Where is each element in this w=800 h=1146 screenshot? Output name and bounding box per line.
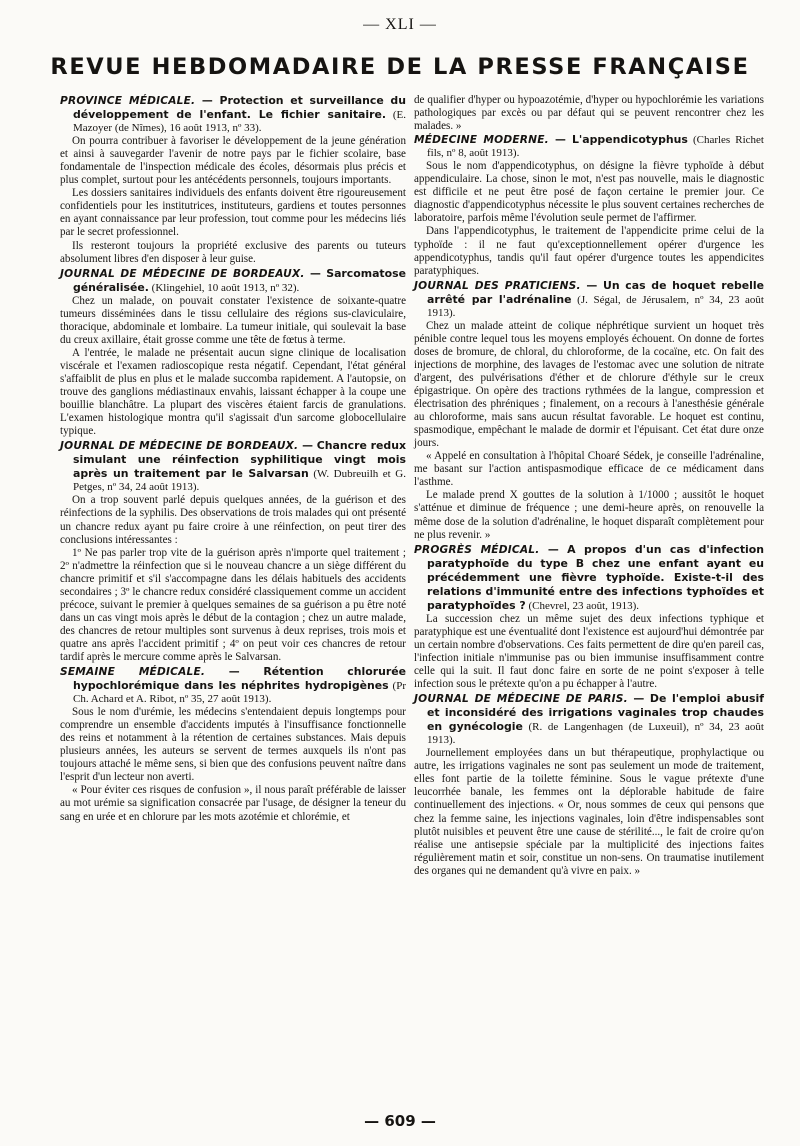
paragraph: Les dossiers sanitaires individuels des enfants doivent être rigoureusement confidentiels pour les institutrices, instituteurs, gardiens et toutes personnes en ayant connaissance par leur profession, tout comme pour les médecins liés par le secret professionnel. bbox=[60, 187, 406, 239]
article bbox=[60, 267, 406, 439]
article-title: — A propos d'un cas d'infection paratyphoïde du type B chez une enfant ayant eu précédemment une fièvre typhoïde. Existe-t-il des relations d'immunité entre des infections typhoïdes et paratyphoïdes ? bbox=[427, 542, 764, 612]
right-column bbox=[414, 94, 764, 879]
page-number: — 609 — bbox=[364, 1112, 436, 1130]
paragraph: Sous le nom d'appendicotyphus, on désigne la fièvre typhoïde à début appendiculaire. La chose, sinon le mot, n'est pas nouvelle, mais le diagnostic est difficile et ne peut être posé de façon certaine le premier jour. Ce diagnostic d'appendicotyphus nécessite le plus souvent certaines recherches de laboratoire, parfois même l'évolution seule permet de l'affirmer. bbox=[414, 160, 764, 225]
journal-name: PROVINCE MÉDICALE. bbox=[60, 95, 196, 107]
left-column bbox=[60, 94, 406, 825]
journal-name: MÉDECINE MODERNE. bbox=[414, 134, 549, 147]
roman-page-number: — XLI — bbox=[363, 16, 437, 33]
article-title: — Sarcomatose généralisée. bbox=[73, 266, 406, 294]
paragraph: Chez un malade atteint de colique néphrétique survient un hoquet très pénible contre lequel tous les moyens employés échouent. On donne de fortes doses de bromure, de chloral, du chloroforme, de la cocaïne, etc. On fait des injections de morphine, des lavages de l'estomac avec une solution de nitrate d'argent, des pulvérisations d'éther et de chlorure d'éthyle sur le creux épigastrique. On opère des tractions rythmées de la langue, compression et électrisation des phréniques ; finalement, on a recours à l'anesthésie générale au chloroforme, mais sans aucun résultat favorable. Le hoquet est continu, spasmodique, empêchant le malade de dormir et l'épuisant. Cet état dure onze jours. bbox=[414, 319, 764, 450]
article-citation: (Charles Richet fils, nº 8, août 1913). bbox=[427, 134, 764, 160]
journal-name: JOURNAL DES PRATICIENS. bbox=[414, 279, 581, 292]
article bbox=[414, 279, 764, 542]
paragraph: On pourra contribuer à favoriser le développement de la jeune génération et ainsi à sauvegarder l'avenir de notre pays par le fichier scolaire, base fondamentale de l'inspection médicale des écoles, désormais plus précis et plus complet, surtout pour les antécédents personnels, toujours importants. bbox=[60, 135, 406, 187]
article-title: — L'appendicotyphus bbox=[548, 133, 688, 147]
paragraph: A l'entrée, le malade ne présentait aucun signe clinique de localisation viscérale et l'examen radioscopique resta négatif. Cependant, l'état général s'affaiblit de plus en plus et le malade succomba rapidement. A l'autopsie, on trouve des ganglions médiastinaux envahis, laissant échapper à la coupe une bouillie blanchâtre. La plupart des viscères étaient farcis de granulations. L'examen histologique montra qu'il s'agissait d'un sarcome globocellulaire typique. bbox=[60, 346, 406, 438]
article-heading bbox=[60, 439, 406, 494]
article-citation: (Pr Ch. Achard et A. Ribot, nº 35, 27 août 1913). bbox=[73, 680, 406, 706]
article-citation: (E. Mazoyer (de Nîmes), 16 août 1913, nº 33). bbox=[73, 109, 406, 135]
paragraph: Journellement employées dans un but thérapeutique, prophylactique ou autre, les irrigations vaginales ne sont pas seulement un mode de traitement, elles font partie de la toilette féminine. Sous le vague prétexte d'une leucorrhée banale, les femmes ont la déplorable habitude de faire continuellement des injections. « Or, nous sommes de ceux qui pensons que chez la femme saine, les injections vaginales, loin d'être indispensables sont plutôt nuisibles et peuvent être une cause de stérilité..., le fait de croire qu'on réalise une antisepsie spéciale par la multiplicité des injections faites régulièrement matin et soir, constitue un non-sens. On traumatise inutilement des organes qui ne demandent qu'à vivre en paix. » bbox=[414, 747, 764, 877]
article-title: — De l'emploi abusif et inconsidéré des irrigations vaginales trop chaudes en gynécologie bbox=[427, 692, 764, 734]
article bbox=[60, 439, 406, 664]
article-heading bbox=[414, 279, 764, 320]
article bbox=[414, 133, 764, 278]
paragraph: « Pour éviter ces risques de confusion », il nous paraît préférable de laisser au mot urémie sa signification consacrée par l'usage, de désigner la teneur du sang en urée et en chlorure par les mots azotémie et chlorémie, et bbox=[60, 784, 406, 823]
journal-name: JOURNAL DE MÉDECINE DE BORDEAUX. bbox=[60, 267, 305, 280]
article-heading bbox=[414, 543, 764, 613]
article-title: — Un cas de hoquet rebelle arrêté par l'adrénaline bbox=[427, 278, 765, 306]
paragraph-continuation: de qualifier d'hyper ou hypoazotémie, d'hyper ou hypochlorémie les variations pathologiques par excès ou par défaut qui se peuvent rencontrer chez les malades. » bbox=[414, 94, 764, 133]
article bbox=[60, 665, 406, 824]
article-citation: (J. Ségal, de Jérusalem, nº 34, 23 août 1913). bbox=[427, 293, 764, 319]
article-heading bbox=[60, 665, 406, 706]
article bbox=[414, 543, 764, 692]
paragraph: Le malade prend X gouttes de la solution à 1/1000 ; aussitôt le hoquet s'atténue et diminue de fréquence ; une demi-heure après, on renouvelle la même dose de la solution d'adrénaline, le hoquet disparaît complètement pour ne plus revenir. » bbox=[414, 489, 764, 541]
paragraph: Sous le nom d'urémie, les médecins s'entendaient depuis longtemps pour comprendre un ensemble d'accidents imputés à l'insuffisance fonctionnelle des reins et notamment à la rétention de certaines substances. Mais depuis plusieurs années, les auteurs se servent de termes auxquels ils n'ont pas toujours attaché le même sens, si bien que des confusions peuvent naître dans l'esprit d'un lecteur non averti. bbox=[60, 706, 406, 784]
article-title: — Chancre redux simulant une réinfection syphilitique vingt mois après un traitement par le Salvarsan bbox=[73, 439, 406, 481]
article-citation: (W. Dubreuilh et G. Petges, nº 34, 24 août 1913). bbox=[73, 468, 406, 494]
article-heading bbox=[60, 94, 406, 135]
paragraph: La succession chez un même sujet des deux infections typhique et paratyphique est une éventualité dont l'existence est aujourd'hui démontrée par un certain nombre d'observations. Ces faits permettent de dire qu'en pareil cas, l'infection initiale n'immunise pas ou bien immunise insuffisamment contre celle qui la suit. Il faut donc faire en sorte de ne point s'exposer à telle infection sous le prétexte qu'on a pu échapper à l'autre. bbox=[414, 612, 764, 691]
journal-name: PROGRÈS MÉDICAL. bbox=[414, 543, 540, 556]
paragraph: « Appelé en consultation à l'hôpital Choaré Sédek, je conseille l'adrénaline, me basant sur l'action antispasmodique efficace de ce médicament dans l'asthme. bbox=[414, 450, 764, 489]
paragraph: 1º Ne pas parler trop vite de la guérison après n'importe quel traitement ; 2º n'admettre la réinfection que si le nouveau chancre a un siège différent du chancre primitif et s'il s'accompagne dans les délais habituels des accidents secondaires ; 3º le chancre redux considéré classiquement comme un accident précoce, suivant le premier à quelques semaines de sa guérison a pu être noté dans un cas vingt mois après le début de la contagion ; chez un autre malade, des chancres de retour multiples sont survenus à deux reprises, trois mois et quatre ans après l'accident primitif ; 4º on peut voir ces chancres de retour tardif après le mercure comme après le Salvarsan. bbox=[60, 546, 406, 663]
article-heading bbox=[414, 133, 764, 160]
paragraph: On a trop souvent parlé depuis quelques années, de la guérison et des réinfections de la syphilis. Des observations de trois malades qui ont présenté un chancre redux ayant pu faire croire à une réinfection, on peut tirer des conclusions intéressantes : bbox=[60, 494, 406, 546]
article-citation: (Chevrel, 23 août, 1913). bbox=[525, 599, 640, 612]
article-title: — Protection et surveillance du développement de l'enfant. Le fichier sanitaire. bbox=[73, 94, 406, 122]
article-title: — Rétention chlorurée hypochlorémique dans les néphrites hydropigènes bbox=[73, 665, 406, 693]
article-heading bbox=[414, 692, 764, 747]
article-citation: (R. de Langenhagen (de Luxeuil), nº 34, 23 août 1913). bbox=[427, 721, 764, 747]
journal-name: JOURNAL DE MÉDECINE DE BORDEAUX. bbox=[60, 440, 299, 453]
page-title: REVUE HEBDOMADAIRE DE LA PRESSE FRANÇAISE bbox=[50, 54, 750, 80]
article bbox=[414, 692, 764, 878]
article bbox=[60, 94, 406, 266]
article-heading bbox=[60, 267, 406, 295]
article-citation: (Klingehiel, 10 août 1913, nº 32). bbox=[148, 281, 300, 294]
paragraph: Chez un malade, on pouvait constater l'existence de soixante-quatre tumeurs disséminées dans le tissu cellulaire des régions sus-claviculaire, thoracique, abdominale et lombaire. La tumeur initiale, qui soulevait la base du creux axillaire, était grosse comme une tête de fœtus à terme. bbox=[60, 294, 406, 346]
journal-name: SEMAINE MÉDICALE. bbox=[60, 666, 206, 679]
paragraph: Ils resteront toujours la propriété exclusive des parents ou tuteurs absolument libres d'en disposer à leur guise. bbox=[60, 239, 406, 265]
paragraph: Dans l'appendicotyphus, le traitement de l'appendicite prime celui de la typhoïde : il ne faut qu'exceptionnellement opérer d'urgence les appendicotyphus, tandis qu'il faut opérer d'urgence toutes les appendicites paratyphiques. bbox=[414, 225, 764, 277]
journal-name: JOURNAL DE MÉDECINE DE PARIS. bbox=[414, 693, 628, 706]
